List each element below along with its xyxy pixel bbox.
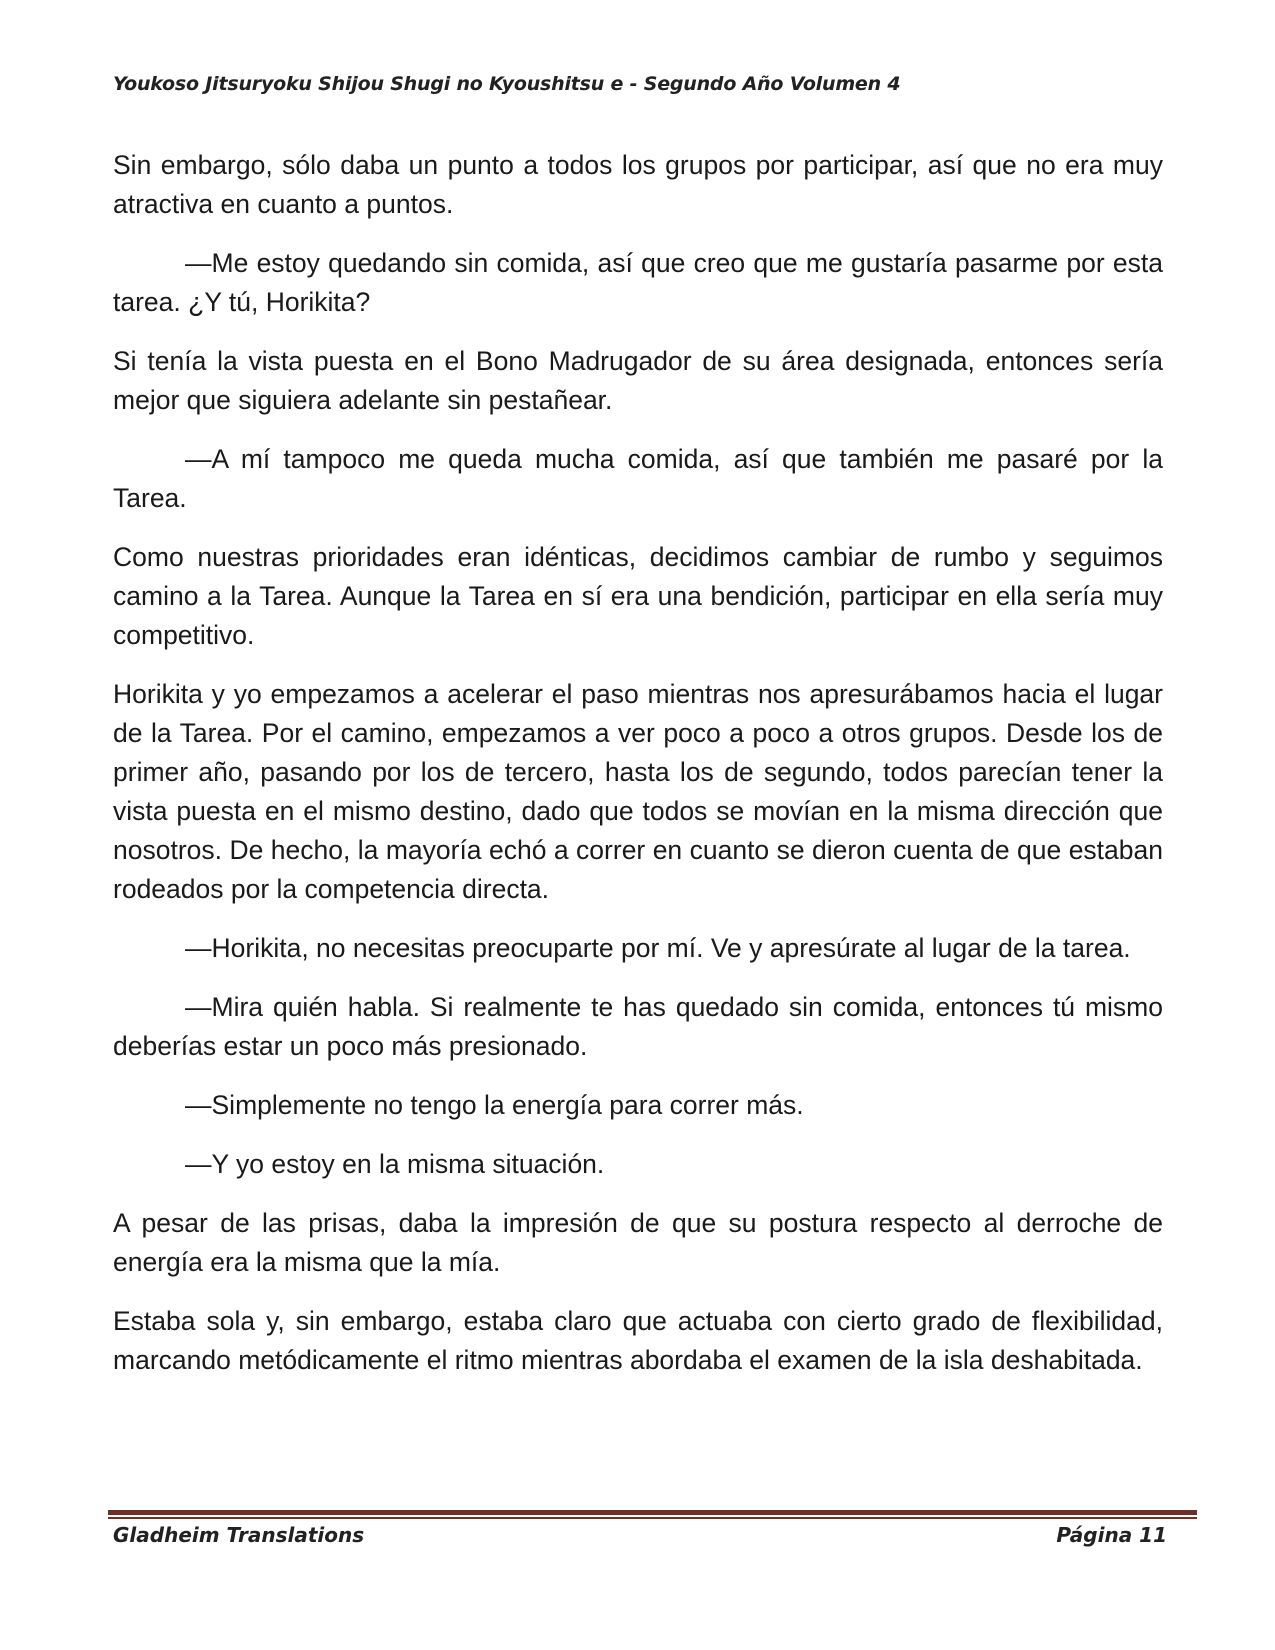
footer-rule-thick xyxy=(108,1510,1197,1515)
dialogue-line-5: —Simplemente no tengo la energía para correr más. xyxy=(185,1090,804,1120)
footer-rule xyxy=(108,1510,1197,1519)
paragraph-2: Si tenía la vista puesta en el Bono Madrugador de su área designada, entonces sería mejor que siguiera adelante sin pestañear. xyxy=(113,346,1163,415)
dialogue-line-6: —Y yo estoy en la misma situación. xyxy=(185,1149,605,1179)
paragraph-5: A pesar de las prisas, daba la impresión de que su postura respecto al derroche de energía era la misma que la mía. xyxy=(113,1208,1163,1277)
dialogue-line-4: —Mira quién habla. Si realmente te has quedado sin comida, entonces tú mismo deberías estar un poco más presionado. xyxy=(113,992,1163,1061)
paragraph-3: Como nuestras prioridades eran idénticas, decidimos cambiar de rumbo y seguimos camino a la Tarea. Aunque la Tarea en sí era una bendición, participar en ella sería muy competitivo. xyxy=(113,542,1163,650)
dialogue-line-3: —Horikita, no necesitas preocuparte por mí. Ve y apresúrate al lugar de la tarea. xyxy=(185,933,1131,963)
footer-rule-thin xyxy=(108,1517,1197,1519)
dialogue-line-1: —Me estoy quedando sin comida, así que creo que me gustaría pasarme por esta tarea. ¿Y tú, Horikita? xyxy=(113,248,1163,317)
paragraph-6: Estaba sola y, sin embargo, estaba claro que actuaba con cierto grado de flexibilidad, marcando metódicamente el ritmo mientras abordaba el examen de la isla deshabitada. xyxy=(113,1306,1163,1375)
paragraph-1: Sin embargo, sólo daba un punto a todos los grupos por participar, así que no era muy atractiva en cuanto a puntos. xyxy=(113,150,1163,219)
dialogue-line-2: —A mí tampoco me queda mucha comida, así que también me pasaré por la Tarea. xyxy=(113,444,1163,513)
page-body xyxy=(113,146,1163,1400)
page-number: Página 11 xyxy=(1056,1523,1167,1547)
running-header: Youkoso Jitsuryoku Shijou Shugi no Kyoushitsu e - Segundo Año Volumen 4 xyxy=(113,73,901,95)
paragraph-4: Horikita y yo empezamos a acelerar el paso mientras nos apresurábamos hacia el lugar de la Tarea. Por el camino, empezamos a ver poco a poco a otros grupos. Desde los de primer año, pasando por los de tercero, hasta los de segundo, todos parecían tener la vista puesta en el mismo destino, dado que todos se movían en la misma dirección que nosotros. De hecho, la mayoría echó a correr en cuanto se dieron cuenta de que estaban rodeados por la competencia directa. xyxy=(113,679,1163,904)
footer-credit: Gladheim Translations xyxy=(113,1523,365,1547)
